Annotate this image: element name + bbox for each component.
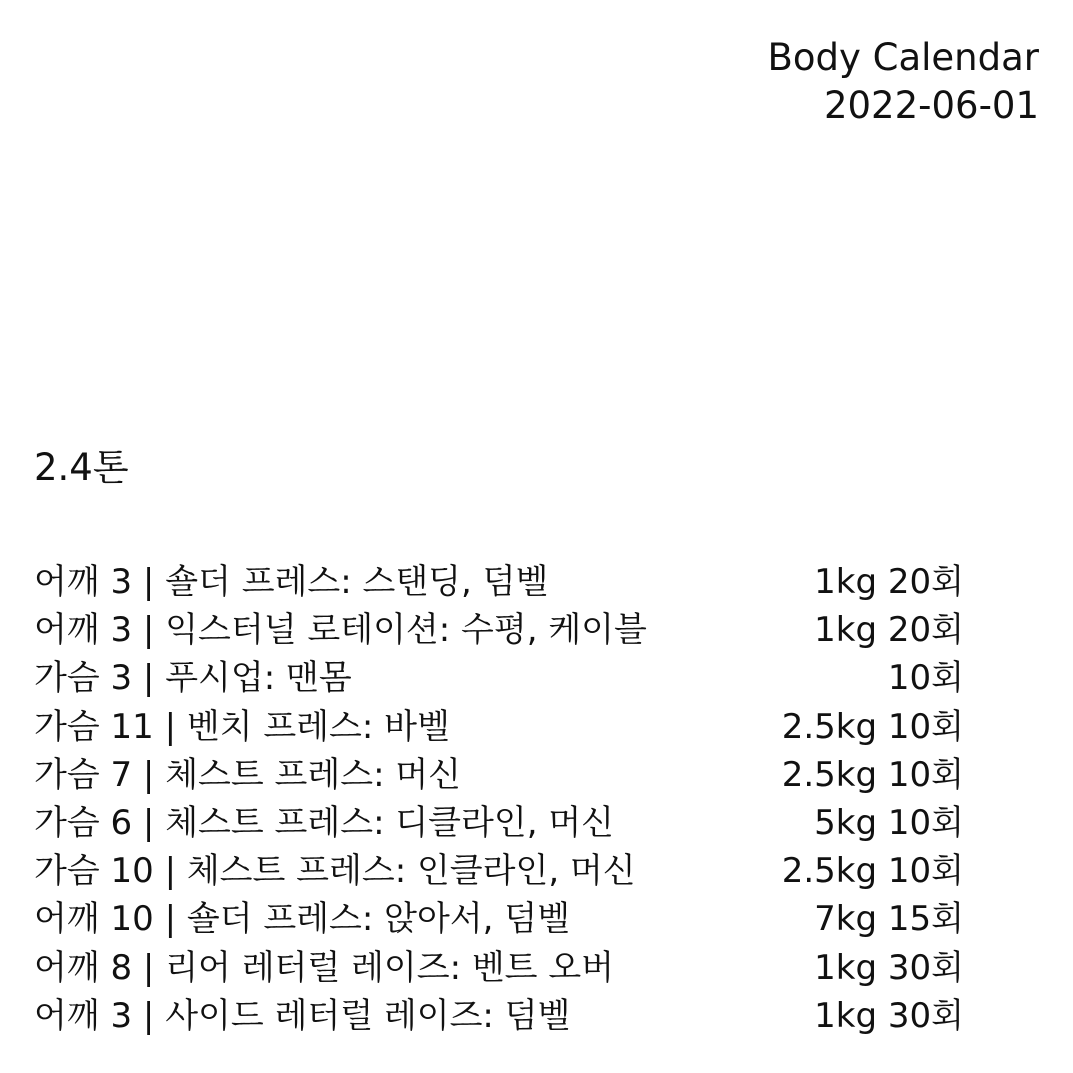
workout-row	[34, 703, 964, 751]
workout-detail: 1kg 20회	[814, 610, 964, 651]
workout-detail: 2.5kg 10회	[781, 706, 964, 747]
workout-detail: 5kg 10회	[814, 802, 964, 843]
workout-row	[34, 944, 964, 992]
workout-detail: 2.5kg 10회	[781, 754, 964, 795]
workout-detail: 10회	[887, 658, 964, 699]
workout-name: 가슴 7 | 체스트 프레스: 머신	[34, 754, 462, 795]
workout-list	[34, 558, 964, 1040]
workout-name: 어깨 3 | 숄더 프레스: 스탠딩, 덤벨	[34, 562, 549, 602]
workout-row	[34, 799, 964, 847]
workout-row	[34, 558, 964, 606]
workout-name: 어깨 8 | 리어 레터럴 레이즈: 벤트 오버	[34, 947, 615, 988]
workout-detail: 1kg 30회	[814, 995, 964, 1036]
app-title: Body Calendar	[767, 36, 1039, 79]
total-volume: 2.4톤	[34, 446, 129, 489]
workout-detail: 7kg 15회	[814, 899, 964, 940]
header	[767, 34, 1039, 130]
workout-row	[34, 992, 964, 1040]
workout-row	[34, 895, 964, 943]
workout-name: 어깨 3 | 익스터널 로테이션: 수평, 케이블	[34, 610, 647, 651]
workout-row	[34, 606, 964, 654]
workout-name: 가슴 6 | 체스트 프레스: 디클라인, 머신	[34, 802, 615, 843]
workout-detail: 1kg 20회	[814, 562, 964, 602]
workout-detail: 2.5kg 10회	[781, 851, 964, 892]
workout-name: 가슴 10 | 체스트 프레스: 인클라인, 머신	[34, 851, 636, 892]
workout-row	[34, 751, 964, 799]
workout-name: 가슴 11 | 벤치 프레스: 바벨	[34, 706, 450, 747]
date-label: 2022-06-01	[823, 84, 1039, 127]
workout-name: 가슴 3 | 푸시업: 맨몸	[34, 658, 352, 699]
workout-row	[34, 847, 964, 895]
workout-name: 어깨 10 | 숄더 프레스: 앉아서, 덤벨	[34, 899, 570, 940]
workout-name: 어깨 3 | 사이드 레터럴 레이즈: 덤벨	[34, 995, 571, 1036]
workout-detail: 1kg 30회	[814, 947, 964, 988]
workout-row	[34, 654, 964, 702]
